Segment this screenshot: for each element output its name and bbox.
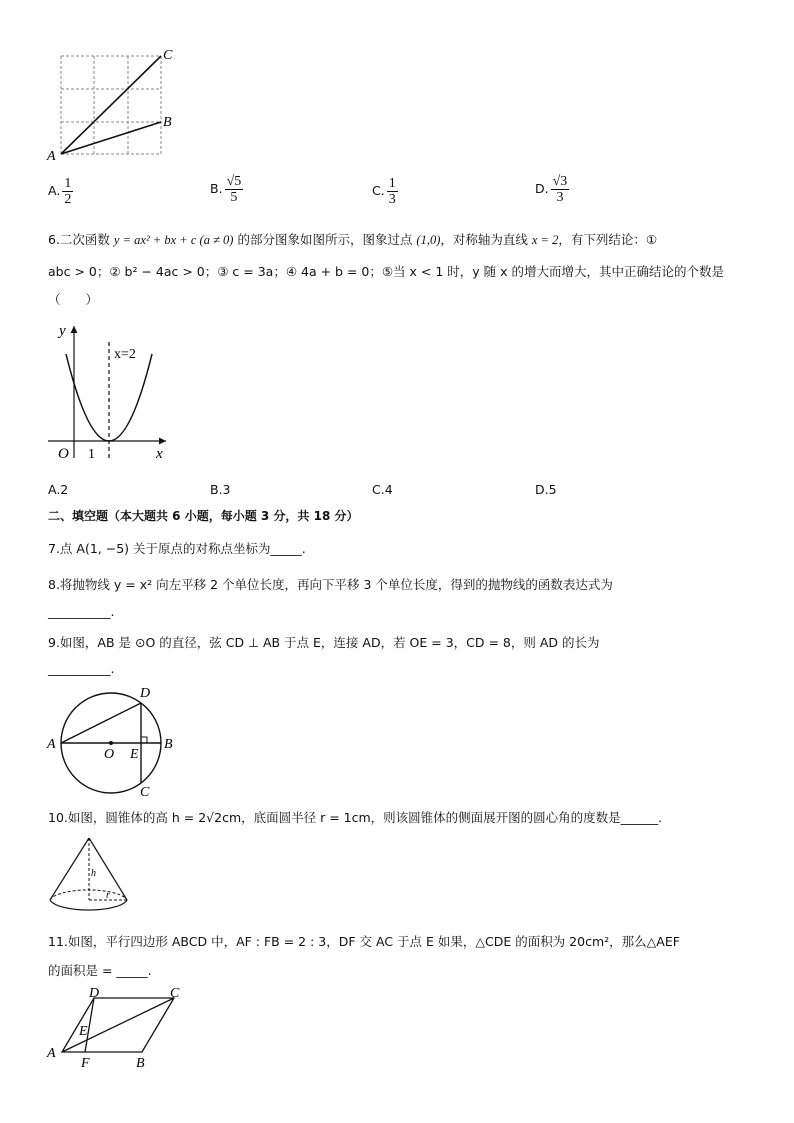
q11-line1: 11.如图，平行四边形 ABCD 中，AF : FB = 2 : 3，DF 交 AC 于点 E 如果，△CDE 的面积为 20cm²，那么△AEF <box>48 934 680 949</box>
label-b: B <box>136 1056 145 1070</box>
q5-option-d[interactable]: D. $\frac{√3}{3}$ <box>535 174 568 205</box>
segment-ab <box>61 122 161 154</box>
q5-option-a[interactable]: A. $\frac{1}{2}$ <box>48 176 72 207</box>
label-a: A <box>47 1046 56 1061</box>
q9-circle-figure <box>44 682 184 800</box>
origin-label: O <box>58 446 69 462</box>
cone-base-front <box>50 900 127 910</box>
label-r: r <box>106 890 110 901</box>
label-c: C <box>163 48 173 63</box>
label-o: O <box>104 747 115 762</box>
label-a: A <box>47 737 56 752</box>
segment-ad <box>61 703 141 743</box>
q6-option-d[interactable]: D.5 <box>535 482 557 497</box>
q8-answer-blank[interactable]: __________. <box>48 604 115 619</box>
q10-line1: 10.如图，圆锥体的高 h = 2√2cm，底面圆半径 r = 1cm，则该圆锥体的侧面展开图的圆心角的度数是______. <box>48 810 663 825</box>
label-a: A <box>47 149 56 164</box>
q6-option-b[interactable]: B.3 <box>210 482 231 497</box>
q5-option-c[interactable]: C. $\frac{1}{3}$ <box>372 176 396 207</box>
label-e: E <box>79 1024 88 1039</box>
label-f: F <box>81 1056 90 1070</box>
y-axis-label: y <box>59 323 66 339</box>
symmetry-axis-label: x=2 <box>114 347 136 362</box>
segment-ac <box>61 56 161 154</box>
q7-text: 7.点 A(1, −5) 关于原点的对称点坐标为_____. <box>48 541 306 556</box>
q8-line1: 8.将抛物线 y = x² 向左平移 2 个单位长度，再向下平移 3 个单位长度，得到的抛物线的函数表达式为 <box>48 577 613 592</box>
label-d: D <box>140 686 151 701</box>
q5-grid-figure <box>44 44 184 166</box>
label-b: B <box>164 737 173 752</box>
q9-line1: 9.如图，AB 是 ⊙O 的直径，弦 CD ⊥ AB 于点 E，连接 AD，若 OE = 3，CD = 8，则 AD 的长为 <box>48 635 600 650</box>
q6-option-c[interactable]: C.4 <box>372 482 393 497</box>
q9-answer-blank[interactable]: __________. <box>48 661 115 676</box>
q11-parallelogram-figure <box>44 984 194 1070</box>
tick-one-label: 1 <box>88 447 95 462</box>
q6-line3: （ ） <box>48 292 99 307</box>
q5-option-b[interactable]: B. $\frac{√5}{5}$ <box>210 174 242 205</box>
label-h: h <box>91 868 96 879</box>
section-heading: 二、填空题（本大题共 6 小题，每小题 3 分，共 18 分） <box>48 509 359 523</box>
label-d: D <box>89 986 100 1001</box>
cone-left-slant <box>50 838 89 900</box>
q6-parabola-graph <box>44 320 174 465</box>
label-c: C <box>170 986 180 1001</box>
label-e: E <box>130 747 139 762</box>
q6-option-a[interactable]: A.2 <box>48 482 69 497</box>
label-c: C <box>140 785 150 800</box>
q10-cone-figure <box>44 832 134 922</box>
q6-line1: 6.二次函数 y = ax² + bx + c (a ≠ 0) 的部分图象如图所示，图象过点 (1,0)，对称轴为直线 x = 2，有下列结论：① <box>48 232 658 247</box>
q11-line2: 的面积是 = _____. <box>48 963 152 978</box>
right-angle-mark <box>141 737 147 743</box>
label-b: B <box>163 115 172 130</box>
x-axis-label: x <box>156 446 163 462</box>
center-dot <box>109 741 113 745</box>
q6-line2: abc > 0；② b² − 4ac > 0；③ c = 3a；④ 4a + b = 0；⑤当 x < 1 时，y 随 x 的增大而增大，其中正确结论的个数是 <box>48 264 724 279</box>
